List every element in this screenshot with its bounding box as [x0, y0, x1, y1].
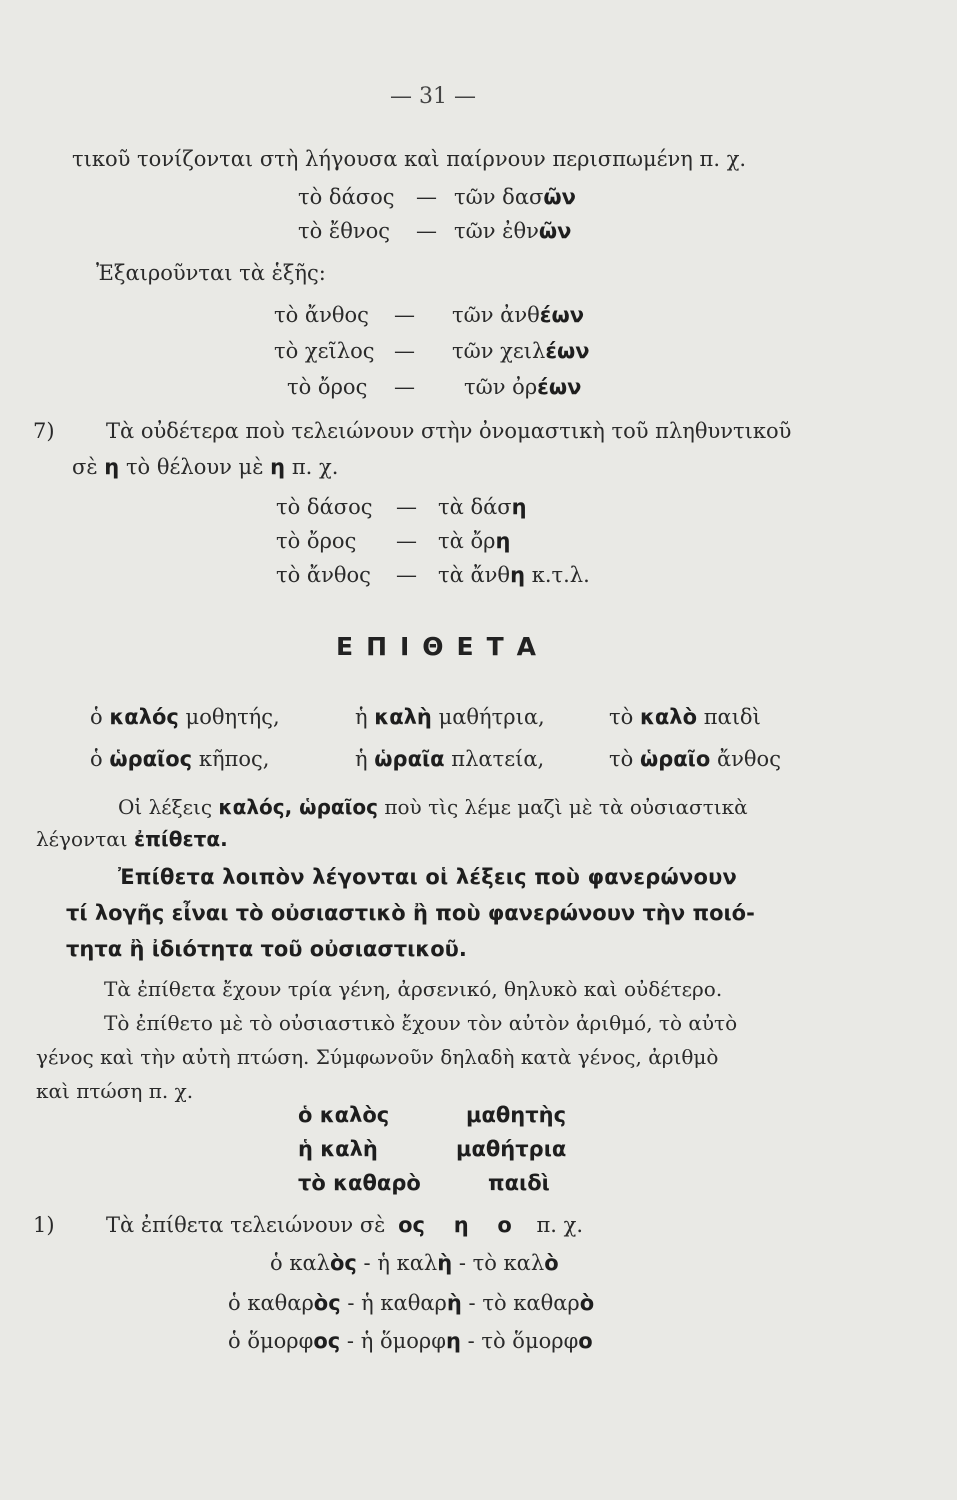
example-row: τὸ ὄρος — τῶν ὀρέων — [287, 375, 582, 399]
example-row: τὸ δάσος — τῶν δασῶν — [298, 185, 576, 209]
ending-example-row: ὁ καλὸς - ἡ καλὴ - τὸ καλὸ — [270, 1251, 559, 1275]
paragraph-line: Οἱ λέξεις καλός, ὡραῖος ποὺ τὶς λέμε μαζὶ μὲ τὰ οὐσιαστικὰ — [118, 795, 748, 819]
paragraph-line: γένος καὶ τὴν αὐτὴ πτώση. Σύμφωνοῦν δηλαδὴ κατὰ γένος, ἀριθμὸ — [36, 1045, 719, 1069]
example-row: τὸ ἄνθος — τὰ ἄνθη κ.τ.λ. — [276, 563, 590, 587]
agreement-example-row: ὁ καλὸς μαθητὴς — [298, 1103, 567, 1127]
paragraph-line: Τὰ ἐπίθετα ἔχουν τρία γένη, ἀρσενικό, θηλυκὸ καὶ οὐδέτερο. — [104, 977, 723, 1001]
definition-line: τί λογῆς εἶναι τὸ οὐσιαστικὸ ἢ ποὺ φανερώνουν τὴν ποιό- — [66, 901, 755, 925]
rule-7-line1: 7) Τὰ οὐδέτερα ποὺ τελειώνουν στὴν ὀνομαστικὴ τοῦ πληθυντικοῦ — [33, 419, 792, 443]
agreement-example-row: ἡ καλὴ μαθήτρια — [298, 1137, 567, 1161]
adjective-examples-row: ὁ ὡραῖος κῆπος, ἡ ὡραῖα πλατεία, τὸ ὡραῖο ἄνθος — [90, 747, 781, 771]
exception-line: Ἐξαιροῦνται τὰ ἑξῆς: — [96, 261, 326, 285]
example-row: τὸ χεῖλος — τῶν χειλέων — [274, 339, 590, 363]
rule-7-line2: σὲ η τὸ θέλουν μὲ η π. χ. — [72, 455, 339, 479]
ending-example-row: ὁ καθαρὸς - ἡ καθαρὴ - τὸ καθαρὸ — [228, 1291, 595, 1315]
ending-example-row: ὁ ὅμορφος - ἡ ὅμορφη - τὸ ὅμορφο — [228, 1329, 593, 1353]
definition-line: τητα ἢ ἰδιότητα τοῦ οὐσιαστικοῦ. — [66, 937, 467, 961]
example-row: τὸ ὄρος — τὰ ὄρη — [276, 529, 511, 553]
adjective-examples-row: ὁ καλός μοθητής, ἡ καλὴ μαθήτρια, τὸ καλὸ παιδὶ — [90, 705, 761, 729]
intro-line: τικοῦ τονίζονται στὴ λήγουσα καὶ παίρνουν περισπωμένη π. χ. — [72, 147, 747, 171]
rule-1-line: 1) Τὰ ἐπίθετα τελειώνουν σὲ ος η ο π. χ. — [33, 1213, 584, 1237]
paragraph-line: καὶ πτώση π. χ. — [36, 1079, 194, 1103]
section-heading: ΕΠΙΘΕΤΑ — [336, 632, 550, 661]
example-row: τὸ ἄνθος — τῶν ἀνθέων — [274, 303, 585, 327]
paragraph-line: Τὸ ἐπίθετο μὲ τὸ οὐσιαστικὸ ἔχουν τὸν αὐτὸν ἀριθμό, τὸ αὐτὸ — [104, 1011, 738, 1035]
page-number: — 31 — — [390, 84, 476, 109]
example-row: τὸ δάσος — τὰ δάση — [276, 495, 527, 519]
agreement-example-row: τὸ καθαρὸ παιδὶ — [298, 1171, 550, 1195]
paragraph-line: λέγονται ἐπίθετα. — [36, 827, 228, 851]
example-row: τὸ ἔθνος — τῶν ἐθνῶν — [298, 219, 572, 243]
definition-line: Ἐπίθετα λοιπὸν λέγονται οἱ λέξεις ποὺ φανερώνουν — [118, 865, 737, 889]
